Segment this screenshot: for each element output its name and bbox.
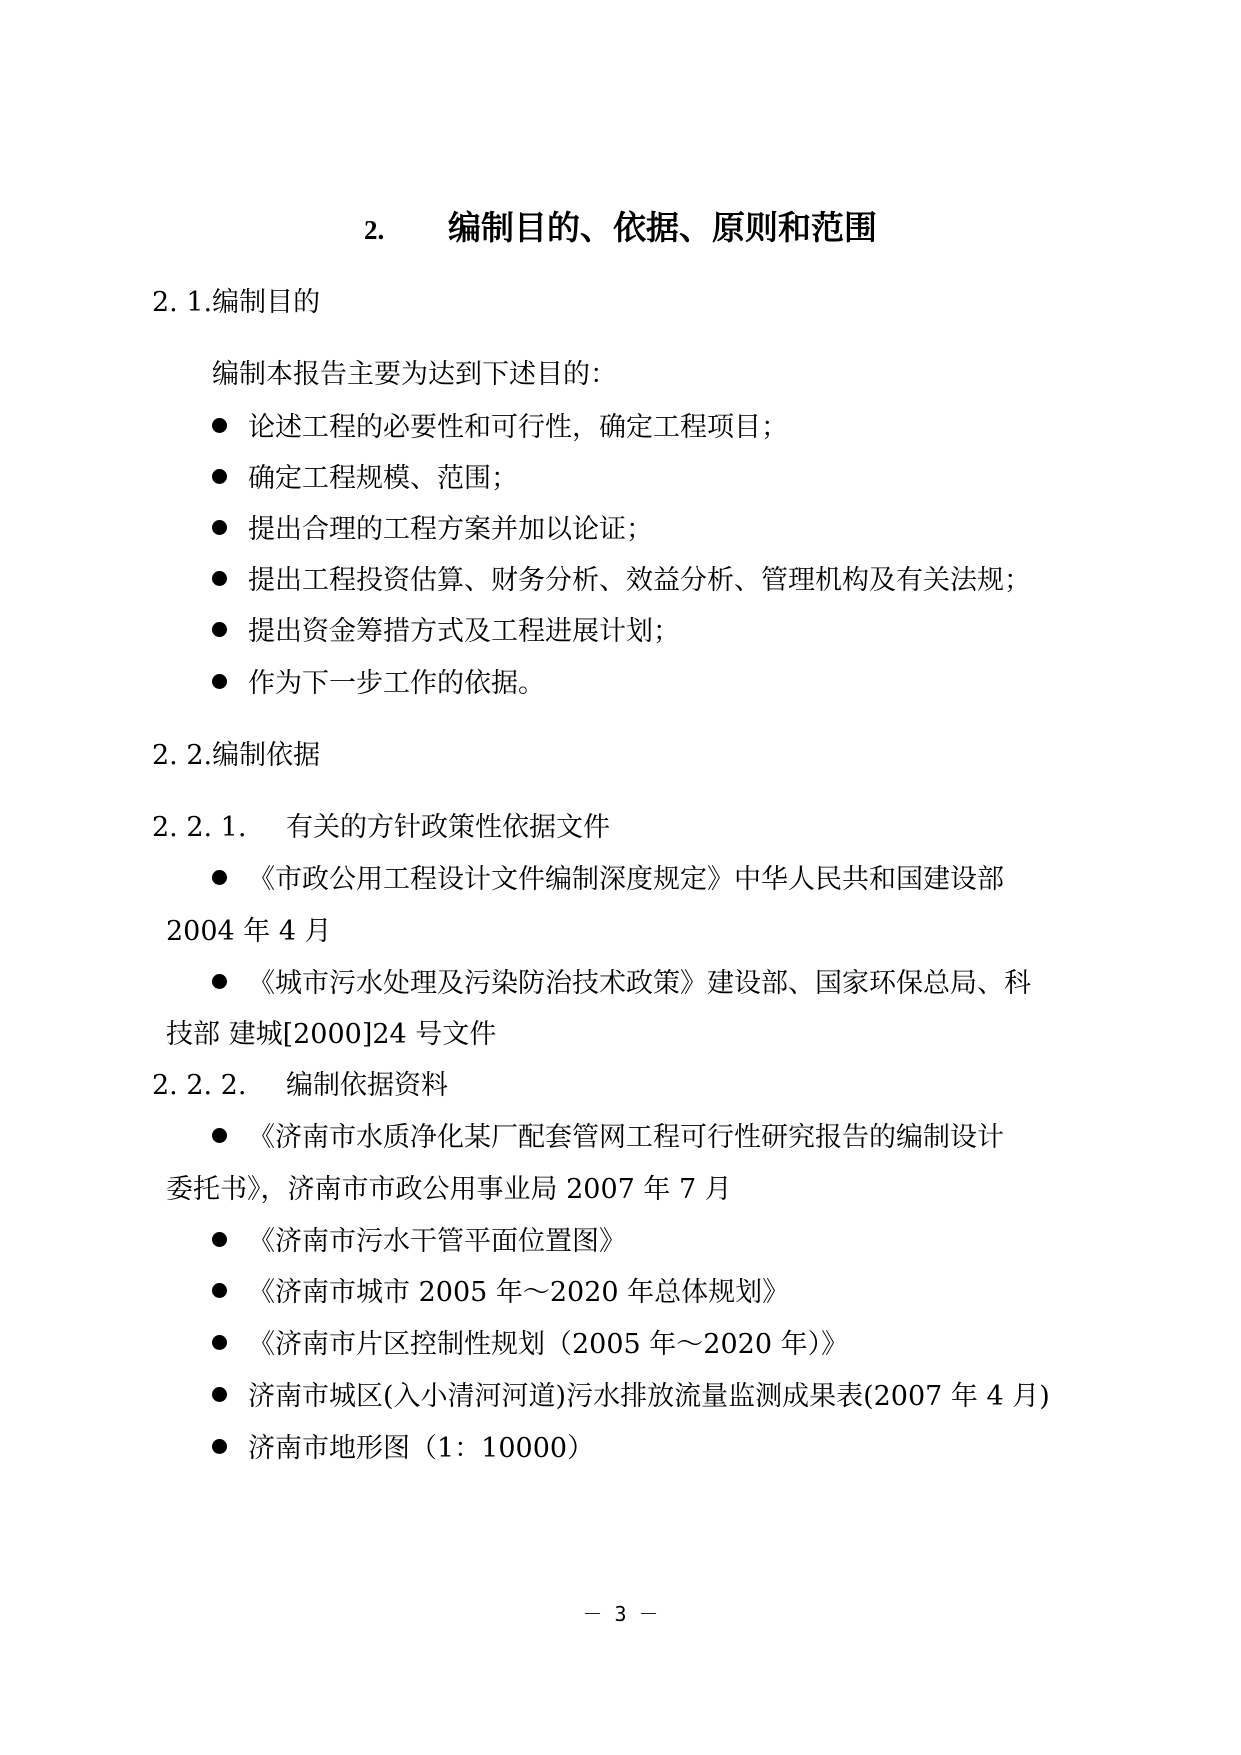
bullet-icon [212, 1222, 248, 1262]
chapter-number: 2. [364, 215, 385, 245]
list-item-text: 《济南市污水干管平面位置图》 [248, 1226, 626, 1257]
subsection-title: 有关的方针政策性依据文件 [286, 812, 610, 843]
list-item-text: 《济南市城市 2005 年～2020 年总体规划》 [248, 1277, 790, 1308]
list-item-text: 济南市地形图（1：10000） [248, 1433, 595, 1464]
list-item-text: 提出合理的工程方案并加以论证； [248, 514, 653, 545]
list-item [212, 1377, 1050, 1417]
section-heading-2-2 [152, 736, 320, 776]
list-item-text: 《市政公用工程设计文件编制深度规定》中华人民共和国建设部 [248, 864, 1004, 895]
list-item [212, 860, 1004, 900]
bullet-icon [212, 1273, 248, 1313]
section-number: 2. 1. [152, 287, 213, 318]
list-item [212, 510, 653, 550]
list-item [212, 1118, 1004, 1158]
list-item-text: 提出资金筹措方式及工程进展计划； [248, 616, 680, 647]
list-item-text: 确定工程规模、范围； [248, 463, 518, 494]
list-item [212, 1429, 594, 1469]
bullet-icon [212, 1429, 248, 1469]
bullet-icon [212, 561, 248, 601]
section-heading-2-1 [152, 283, 320, 323]
page-number: － 3 － [582, 1602, 659, 1626]
subsection-number: 2. 2. 1. [152, 812, 247, 843]
list-item [212, 664, 545, 704]
bullet-icon [212, 664, 248, 704]
bullet-icon [212, 408, 248, 448]
section-title: 编制目的 [212, 287, 321, 318]
bullet-icon [212, 1118, 248, 1158]
chapter-heading [0, 200, 1241, 258]
list-item-text: 提出工程投资估算、财务分析、效益分析、管理机构及有关法规； [248, 565, 1031, 596]
list-item-text: 论述工程的必要性和可行性，确定工程项目； [248, 412, 788, 443]
list-item [212, 1273, 789, 1313]
list-item-text: 作为下一步工作的依据。 [248, 668, 545, 699]
list-item-continuation: 2004 年 4 月 [166, 916, 332, 947]
subsection-heading-2-2-2 [152, 1066, 448, 1106]
list-item [212, 1325, 848, 1365]
list-item-text: 《济南市片区控制性规划（2005 年～2020 年）》 [248, 1329, 849, 1360]
list-item [212, 408, 788, 448]
list-item-text: 《济南市水质净化某厂配套管网工程可行性研究报告的编制设计 [248, 1122, 1004, 1153]
bullet-icon [212, 459, 248, 499]
list-item [212, 964, 1031, 1004]
bullet-icon [212, 510, 248, 550]
subsection-title: 编制依据资料 [286, 1070, 448, 1101]
intro-paragraph: 编制本报告主要为达到下述目的： [212, 359, 617, 390]
bullet-icon [212, 612, 248, 652]
subsection-number: 2. 2. 2. [152, 1070, 247, 1101]
list-item [212, 561, 1031, 601]
list-item [212, 459, 518, 499]
section-title: 编制依据 [212, 740, 321, 771]
bullet-icon [212, 1325, 248, 1365]
subsection-heading-2-2-1 [152, 808, 610, 848]
chapter-title: 编制目的、依据、原则和范围 [448, 208, 877, 247]
list-item-text: 《城市污水处理及污染防治技术政策》建设部、国家环保总局、科 [248, 968, 1031, 999]
list-item-continuation: 委托书》，济南市市政公用事业局 2007 年 7 月 [166, 1174, 732, 1205]
bullet-icon [212, 964, 248, 1004]
section-number: 2. 2. [152, 740, 213, 771]
list-item-continuation: 技部 建城[2000]24 号文件 [166, 1019, 497, 1050]
list-item [212, 1222, 626, 1262]
list-item [212, 612, 680, 652]
bullet-icon [212, 860, 248, 900]
bullet-icon [212, 1377, 248, 1417]
list-item-text: 济南市城区(入小清河河道)污水排放流量监测成果表(2007 年 4 月) [248, 1381, 1050, 1412]
